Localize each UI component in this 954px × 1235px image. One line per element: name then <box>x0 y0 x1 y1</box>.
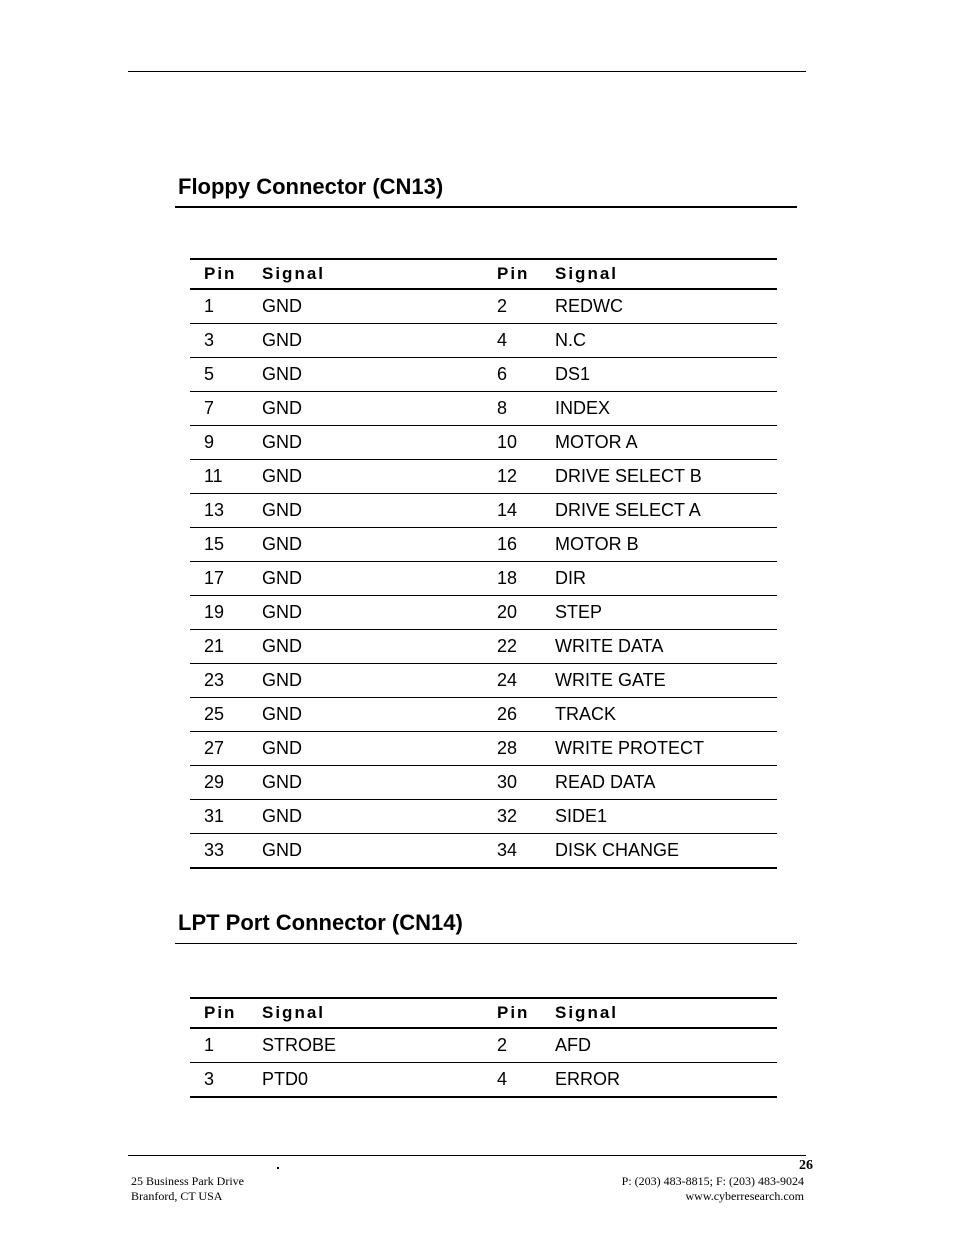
pin-number: 32 <box>483 800 540 834</box>
pin-number: 22 <box>483 630 540 664</box>
pin-number: 16 <box>483 528 540 562</box>
pin-number: 11 <box>190 460 247 494</box>
signal-name: STEP <box>540 596 777 630</box>
pin-number: 23 <box>190 664 247 698</box>
signal-name: GND <box>247 528 483 562</box>
table-row <box>190 460 777 494</box>
pin-number: 24 <box>483 664 540 698</box>
signal-name: GND <box>247 732 483 766</box>
print-speck <box>277 1167 279 1169</box>
signal-name: GND <box>247 766 483 800</box>
pin-number: 13 <box>190 494 247 528</box>
pin-number: 3 <box>190 1063 247 1098</box>
header-rule <box>128 71 806 72</box>
table-row <box>190 630 777 664</box>
table-header-row <box>190 998 777 1028</box>
pin-number: 29 <box>190 766 247 800</box>
pin-number: 28 <box>483 732 540 766</box>
pin-number: 18 <box>483 562 540 596</box>
pin-number: 19 <box>190 596 247 630</box>
lpt-connector-title: LPT Port Connector (CN14) <box>178 910 463 935</box>
pin-number: 30 <box>483 766 540 800</box>
column-header-signal: Signal <box>540 998 777 1028</box>
pin-number: 20 <box>483 596 540 630</box>
footer-address-line2: Branford, CT USA <box>131 1189 223 1203</box>
table-row <box>190 596 777 630</box>
signal-name: WRITE DATA <box>540 630 777 664</box>
pin-number: 2 <box>483 1028 540 1063</box>
pin-number: 31 <box>190 800 247 834</box>
signal-name: TRACK <box>540 698 777 732</box>
signal-name: REDWC <box>540 289 777 324</box>
signal-name: GND <box>247 460 483 494</box>
pin-number: 4 <box>483 1063 540 1098</box>
signal-name: GND <box>247 800 483 834</box>
signal-name: DRIVE SELECT B <box>540 460 777 494</box>
signal-name: SIDE1 <box>540 800 777 834</box>
table-row <box>190 289 777 324</box>
pin-number: 8 <box>483 392 540 426</box>
column-header-pin: Pin <box>483 259 540 289</box>
table-row <box>190 834 777 869</box>
signal-name: GND <box>247 392 483 426</box>
table-row <box>190 494 777 528</box>
signal-name: READ DATA <box>540 766 777 800</box>
table-row <box>190 392 777 426</box>
signal-name: PTD0 <box>247 1063 483 1098</box>
page-number: 26 <box>799 1158 813 1173</box>
signal-name: N.C <box>540 324 777 358</box>
pin-number: 4 <box>483 324 540 358</box>
signal-name: DRIVE SELECT A <box>540 494 777 528</box>
signal-name: GND <box>247 494 483 528</box>
table-row <box>190 562 777 596</box>
pin-number: 21 <box>190 630 247 664</box>
pin-number: 1 <box>190 1028 247 1063</box>
signal-name: WRITE PROTECT <box>540 732 777 766</box>
pin-number: 7 <box>190 392 247 426</box>
signal-name: MOTOR B <box>540 528 777 562</box>
signal-name: MOTOR A <box>540 426 777 460</box>
column-header-pin: Pin <box>483 998 540 1028</box>
signal-name: GND <box>247 664 483 698</box>
signal-name: WRITE GATE <box>540 664 777 698</box>
signal-name: STROBE <box>247 1028 483 1063</box>
pin-number: 34 <box>483 834 540 869</box>
column-header-signal: Signal <box>247 259 483 289</box>
table-row <box>190 698 777 732</box>
signal-name: GND <box>247 289 483 324</box>
column-header-pin: Pin <box>190 998 247 1028</box>
pin-number: 1 <box>190 289 247 324</box>
signal-name: DS1 <box>540 358 777 392</box>
floppy-pin-table <box>190 258 777 869</box>
signal-name: GND <box>247 630 483 664</box>
signal-name: GND <box>247 834 483 869</box>
pin-number: 12 <box>483 460 540 494</box>
lpt-table-body <box>190 1028 777 1097</box>
signal-name: INDEX <box>540 392 777 426</box>
table-row <box>190 1028 777 1063</box>
pin-number: 15 <box>190 528 247 562</box>
signal-name: GND <box>247 358 483 392</box>
pin-number: 10 <box>483 426 540 460</box>
column-header-pin: Pin <box>190 259 247 289</box>
signal-name: AFD <box>540 1028 777 1063</box>
lpt-pin-table <box>190 997 777 1098</box>
signal-name: GND <box>247 324 483 358</box>
lpt-title-underline <box>175 943 797 944</box>
pin-number: 6 <box>483 358 540 392</box>
signal-name: DIR <box>540 562 777 596</box>
signal-name: GND <box>247 596 483 630</box>
pin-number: 33 <box>190 834 247 869</box>
pin-number: 14 <box>483 494 540 528</box>
pin-number: 25 <box>190 698 247 732</box>
table-row <box>190 324 777 358</box>
table-header-row <box>190 259 777 289</box>
pin-number: 2 <box>483 289 540 324</box>
footer-website: www.cyberresearch.com <box>685 1189 804 1203</box>
pin-number: 27 <box>190 732 247 766</box>
signal-name: DISK CHANGE <box>540 834 777 869</box>
column-header-signal: Signal <box>540 259 777 289</box>
signal-name: GND <box>247 426 483 460</box>
floppy-table-body <box>190 289 777 868</box>
table-row <box>190 1063 777 1098</box>
table-row <box>190 732 777 766</box>
footer-rule <box>128 1155 806 1156</box>
pin-number: 3 <box>190 324 247 358</box>
pin-number: 9 <box>190 426 247 460</box>
column-header-signal: Signal <box>247 998 483 1028</box>
pin-number: 26 <box>483 698 540 732</box>
table-row <box>190 766 777 800</box>
signal-name: ERROR <box>540 1063 777 1098</box>
pin-number: 5 <box>190 358 247 392</box>
floppy-title-underline <box>175 206 797 208</box>
signal-name: GND <box>247 562 483 596</box>
table-row <box>190 800 777 834</box>
table-row <box>190 358 777 392</box>
table-row <box>190 426 777 460</box>
footer-address-line1: 25 Business Park Drive <box>131 1174 244 1188</box>
floppy-connector-title: Floppy Connector (CN13) <box>178 174 444 199</box>
pin-number: 17 <box>190 562 247 596</box>
signal-name: GND <box>247 698 483 732</box>
table-row <box>190 664 777 698</box>
footer-phone: P: (203) 483-8815; F: (203) 483-9024 <box>621 1174 804 1188</box>
table-row <box>190 528 777 562</box>
